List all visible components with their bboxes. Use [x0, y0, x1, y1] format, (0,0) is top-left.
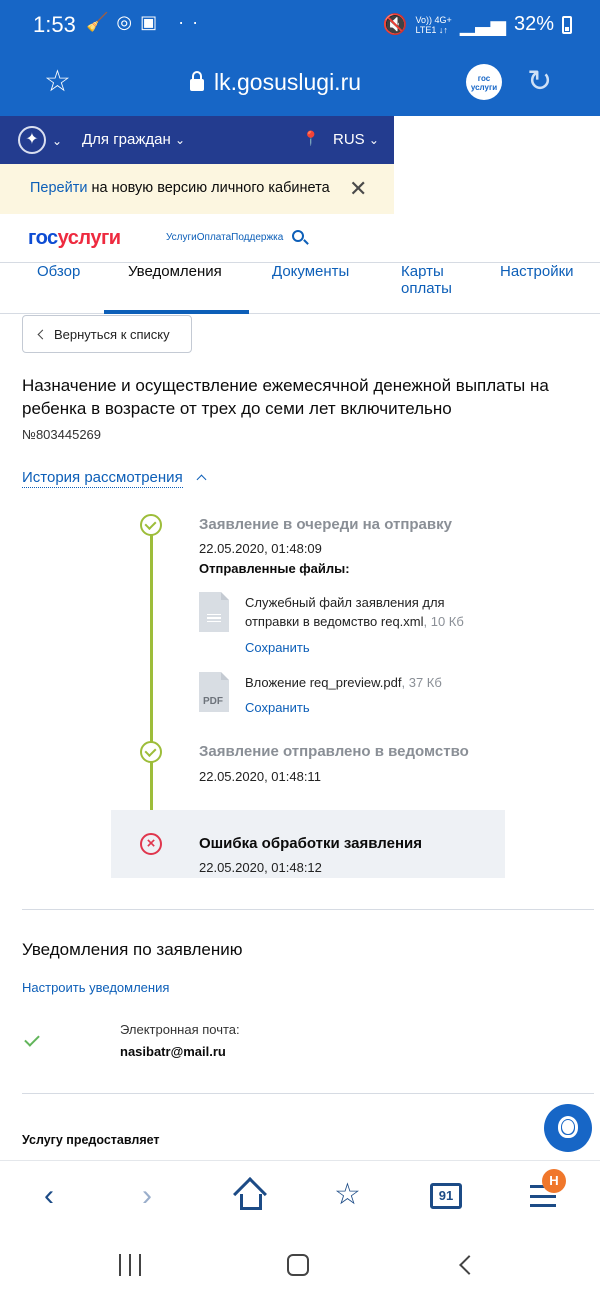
browser-bottom-nav: [0, 1160, 600, 1230]
tab-overview[interactable]: Обзор: [37, 263, 81, 280]
citizens-menu[interactable]: [82, 131, 185, 148]
history-toggle[interactable]: История рассмотрения: [22, 469, 183, 486]
mute-icon: 🔇: [382, 14, 408, 36]
status-time: 1:53: [33, 12, 76, 37]
status-bar: [0, 0, 600, 50]
home-icon[interactable]: [236, 1181, 266, 1211]
application-number: №803445269: [22, 427, 102, 442]
logo-part-2: услуги: [57, 227, 121, 249]
location-pin-icon[interactable]: 📍: [302, 130, 320, 146]
recents-icon[interactable]: [119, 1254, 141, 1276]
event-time: 22.05.2020, 01:48:09: [199, 541, 322, 556]
chevron-down-icon: ⌄: [174, 133, 186, 147]
signal-icon: ▁▃▅: [459, 14, 506, 36]
battery-percent: 32%: [513, 13, 554, 35]
tab-payment-cards[interactable]: Карты оплаты: [401, 263, 452, 297]
sent-files-title: Отправленные файлы:: [199, 561, 350, 576]
lock-icon: [190, 79, 204, 91]
reload-icon[interactable]: ↻: [527, 65, 553, 98]
chevron-down-icon: ⌄: [368, 133, 379, 147]
event-time: 22.05.2020, 01:48:11: [199, 769, 321, 784]
system-nav-bar: [0, 1230, 600, 1299]
site-icon-text-2: услуги: [470, 83, 498, 92]
network-top: Vo)) 4G+: [415, 14, 452, 25]
search-icon[interactable]: [292, 230, 304, 242]
tab-settings[interactable]: Настройки: [500, 263, 574, 280]
gosuslugi-logo[interactable]: [28, 227, 121, 250]
citizens-menu-label: Для граждан: [82, 131, 171, 148]
address-bar[interactable]: [190, 69, 361, 96]
tabs-count-button[interactable]: 91: [430, 1183, 462, 1209]
event-title: Ошибка обработки заявления: [199, 835, 422, 852]
forward-arrow-icon[interactable]: ›: [142, 1179, 152, 1212]
back-button-label: Вернуться к списку: [54, 327, 170, 342]
status-right: [383, 12, 572, 37]
file-name: [245, 673, 495, 692]
chevron-up-icon[interactable]: [197, 475, 207, 485]
pdf-label: PDF: [203, 696, 223, 707]
success-check-icon: [140, 514, 162, 536]
network-indicator: [416, 15, 452, 35]
event-title: Заявление отправлено в ведомство: [199, 743, 469, 760]
home-body: [240, 1194, 262, 1210]
divider: [22, 909, 594, 910]
file-lines: [207, 614, 221, 622]
menu-badge: Н: [542, 1169, 566, 1193]
chevron-down-icon[interactable]: ⌄: [52, 134, 63, 148]
save-file-link[interactable]: Сохранить: [245, 640, 310, 655]
system-home-icon[interactable]: [287, 1254, 309, 1276]
timeline-line: [150, 524, 153, 826]
tab-documents[interactable]: Документы: [272, 263, 350, 280]
success-check-icon: [140, 741, 162, 763]
file-name-text: Служебный файл заявления для отправки в ведомство req.xml: [245, 595, 445, 629]
email-label: Электронная почта:: [120, 1022, 240, 1037]
notifications-title: Уведомления по заявлению: [22, 940, 243, 959]
system-back-icon[interactable]: [459, 1255, 479, 1275]
back-arrow-icon[interactable]: ‹: [44, 1179, 54, 1212]
battery-icon: [562, 16, 572, 34]
notification-icons: 🧹◎▣ ··: [86, 12, 207, 32]
browser-toolbar: [0, 50, 600, 116]
emblem-icon[interactable]: ✦: [18, 126, 46, 154]
language-label: RUS: [333, 131, 365, 148]
event-title: Заявление в очереди на отправку: [199, 516, 452, 533]
bookmark-star-icon[interactable]: ☆: [44, 65, 71, 98]
file-size: , 10 Кб: [423, 614, 464, 629]
error-x-icon: ×: [140, 833, 162, 855]
network-bottom: LTE1 ↓↑: [415, 24, 448, 35]
file-name: [245, 593, 495, 631]
banner-message: на новую версию личного кабинета: [87, 180, 330, 196]
file-size: , 37 Кб: [401, 675, 442, 690]
site-nav: [0, 116, 394, 164]
event-time: 22.05.2020, 01:48:12: [199, 860, 322, 875]
logo-part-1: гос: [28, 227, 58, 249]
site-icon[interactable]: [466, 64, 502, 100]
back-to-list-button[interactable]: [22, 315, 192, 353]
tab-notifications[interactable]: Уведомления: [128, 263, 222, 280]
application-title: Назначение и осуществление ежемесячной денежной выплаты на ребенка в возрасте от трех до семи лет включительно: [22, 376, 549, 418]
url-text: lk.gosuslugi.ru: [214, 69, 362, 95]
file-icon: [199, 592, 229, 632]
save-file-link[interactable]: Сохранить: [245, 700, 310, 715]
close-icon[interactable]: ✕: [349, 176, 368, 201]
check-icon: [24, 1031, 40, 1047]
new-version-banner: [0, 164, 394, 214]
site-icon-text-1: гос: [477, 74, 491, 83]
active-tab-indicator: [104, 310, 249, 314]
header: [0, 214, 600, 262]
top-links[interactable]: УслугиОплатаПоддержка: [166, 232, 284, 243]
banner-text: [30, 180, 330, 196]
operator-icon: [562, 1120, 574, 1134]
file-name-text: Вложение req_preview.pdf: [245, 675, 402, 690]
bookmarks-icon[interactable]: ☆: [334, 1178, 361, 1211]
divider: [22, 1093, 594, 1094]
language-select[interactable]: [333, 131, 379, 148]
pdf-file-icon: [199, 672, 229, 712]
section-tabs: [0, 262, 600, 314]
provider-label: Услугу предоставляет: [22, 1133, 160, 1147]
chevron-left-icon: [38, 330, 48, 340]
email-value: nasibatr@mail.ru: [120, 1044, 226, 1059]
support-chat-button[interactable]: [544, 1104, 592, 1152]
banner-link[interactable]: Перейти: [30, 180, 88, 196]
configure-notifications-link[interactable]: Настроить уведомления: [22, 980, 170, 995]
